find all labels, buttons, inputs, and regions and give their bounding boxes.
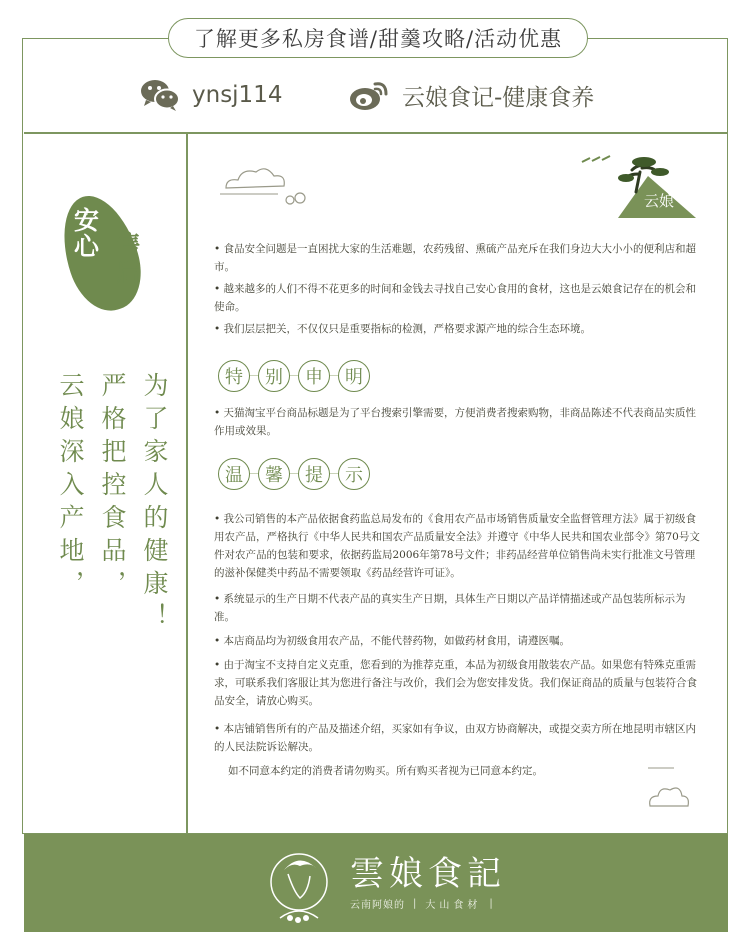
content-area [198, 140, 718, 830]
banner-text: 了解更多私房食谱/甜羹攻略/活动优惠 [193, 27, 563, 51]
special-statement: • 天猫淘宝平台商品标题是为了平台搜索引擎需要，方便消费者搜索购物，非商品陈述不代表商品实质性作用或效果。 [214, 407, 697, 437]
badge-char: 售 [116, 230, 142, 259]
badge-char: 心 [74, 232, 100, 261]
notice-item: • 本店商品均为初级食用农产品，不能代替药物，如做药材食用，请遵医嘱。 [214, 635, 571, 647]
weibo-icon [348, 78, 390, 112]
notice-item: • 系统显示的生产日期不代表产品的真实生产日期，具体生产日期以产品详情描述或产品包装所标示为准。 [214, 593, 686, 623]
brand-portrait-icon [264, 848, 334, 928]
heading-char: 示 [338, 458, 370, 490]
badge-char: 安 [74, 206, 100, 235]
slogan-column: 严格把控食品， [98, 372, 127, 603]
top-banner [168, 18, 588, 58]
social-row [24, 62, 726, 130]
heading-char: 提 [298, 458, 330, 490]
tagline-part: 云南阿娘的 [350, 900, 405, 911]
left-column [24, 134, 186, 834]
weibo-name: 云娘食记-健康食养 [402, 84, 595, 111]
slogan-column: 为了家人的健康！ [140, 372, 169, 636]
heading-char: 别 [258, 360, 290, 392]
heading-char: 申 [298, 360, 330, 392]
wechat-contact[interactable] [140, 78, 282, 112]
section-heading-special [218, 360, 370, 392]
intro-paragraph: • 我们层层把关，不仅仅只是重要指标的检测，严格要求源产地的综合生态环境。 [214, 323, 592, 335]
cloud-icon [644, 766, 694, 816]
wechat-icon [140, 78, 180, 112]
heading-char: 馨 [258, 458, 290, 490]
brand-name: 雲娘食記 [350, 854, 506, 894]
section-heading-notice [218, 458, 370, 490]
wechat-id: ynsj114 [192, 82, 283, 108]
heading-char: 特 [218, 360, 250, 392]
brand-tagline: 云南阿娘的 | 大山食材 | [350, 898, 494, 911]
intro-paragraph: • 越来越多的人们不得不花更多的时间和金钱去寻找自己安心食用的食材，这也是云娘食记存在的机会和使命。 [214, 283, 697, 313]
notice-item: • 由于淘宝不支持自定义克重，您看到的为推荐克重，本品为初级食用散装农产品。如果您有特殊克重需求，可联系我们客服让其为您进行备注与改价，我们会为您安排发货。我们保证商品的质量与包装符合食品安全，请放心购买。 [214, 659, 697, 707]
intro-paragraph: • 食品安全问题是一直困扰大家的生活难题，农药残留、熏硫产品充斥在我们身边大大小小的便利店和超市。 [214, 243, 697, 273]
footer [24, 834, 728, 932]
slogan-column: 云娘深入产地， [56, 372, 85, 603]
cloud-icon [218, 158, 312, 206]
weibo-contact[interactable] [348, 78, 594, 112]
notice-item: • 本店铺销售所有的产品及描述介绍，买家如有争议，由双方协商解决，或提交卖方所在地昆明市辖区内的人民法院诉讼解决。 [214, 723, 697, 753]
tagline-part: 大山食材 [425, 900, 482, 911]
mountain-pine-logo [578, 148, 698, 218]
column-divider [186, 132, 188, 834]
badge-char: 后 [116, 258, 142, 287]
agreement-note: 如不同意本约定的消费者请勿购买。所有购买者视为已同意本约定。 [228, 765, 543, 777]
heading-char: 明 [338, 360, 370, 392]
heading-char: 温 [218, 458, 250, 490]
notice-item: • 我公司销售的本产品依据食药监总局发布的《食用农产品市场销售质量安全监督管理方法》属于初级食用农产品，严格执行《中华人民共和国农产品质量安全法》并遵守《中华人民共和国农业部令》第70号文件对农产品的包装和要求，依据药监局2006年第78号文件；非药品经营单位销售尚未实行批准文号管理的滋补保健类中药品不需要领取《药品经营许可证》。 [214, 513, 700, 579]
logo-label: 云娘 [644, 192, 675, 210]
